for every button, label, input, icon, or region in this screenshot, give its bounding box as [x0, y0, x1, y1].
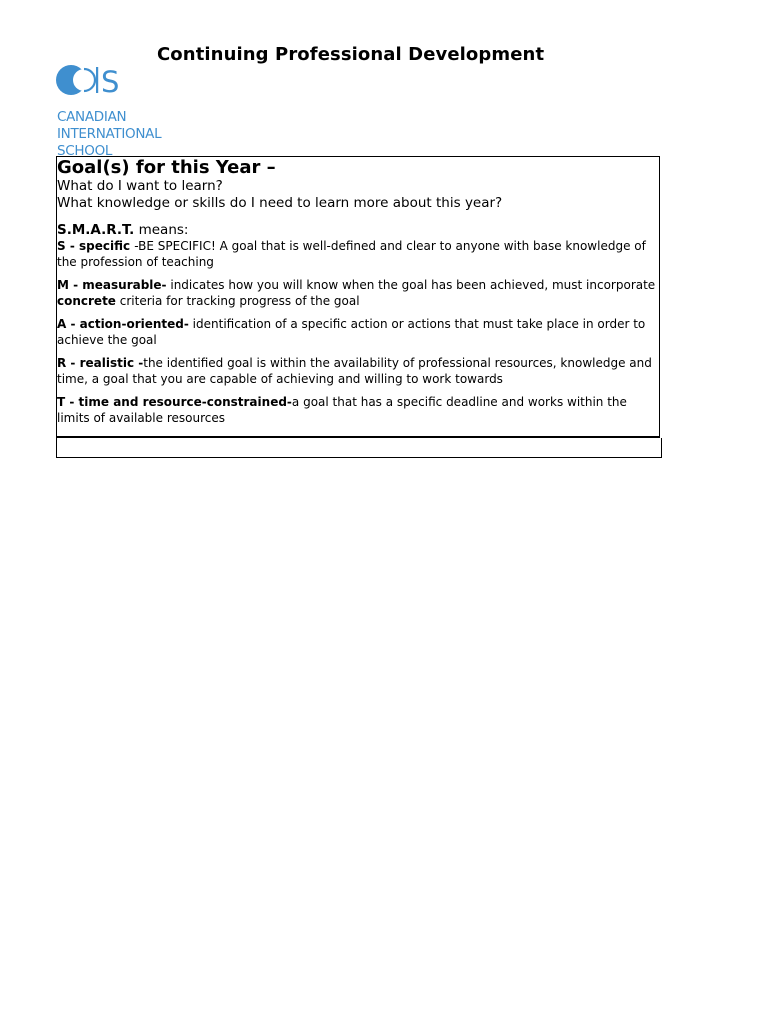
cis-logo-mark [56, 60, 126, 100]
smart-desc: the identified goal is within the availability of professional resources, knowledge and time, a goal that you are capable of achieving and willing to work towards [57, 356, 652, 386]
smart-heading [57, 222, 659, 239]
smart-desc: indicates how you will know when the goal has been achieved, must incorporate [166, 278, 656, 292]
smart-item-action-oriented [57, 317, 659, 348]
goal-question: What do I want to learn? [57, 178, 223, 194]
logo-line: INTERNATIONAL [57, 126, 162, 142]
smart-term: A - action-oriented- [57, 317, 189, 331]
smart-term: T - time and resource-constrained- [57, 395, 292, 409]
smart-term: R - realistic - [57, 356, 144, 370]
goals-answer-field[interactable] [56, 438, 662, 458]
smart-desc: identification of a specific action or actions that must take place in order to achieve the goal [57, 317, 646, 347]
svg-text:S: S [101, 65, 120, 99]
smart-acronym: S.M.A.R.T. [57, 222, 135, 238]
smart-item-measurable [57, 278, 659, 309]
smart-term: M - measurable- [57, 278, 167, 292]
smart-item-specific [57, 239, 659, 270]
smart-desc: criteria for tracking progress of the goal [115, 293, 360, 308]
page-title: Continuing Professional Development [157, 44, 545, 65]
smart-desc: -BE SPECIFIC! A goal that is well-defined and clear to anyone with base knowledge of the profession of teaching [57, 239, 646, 269]
school-logo [56, 60, 166, 158]
smart-item-realistic [57, 356, 659, 387]
smart-item-time-constrained [57, 395, 659, 426]
goals-heading: Goal(s) for this Year – [57, 157, 276, 178]
logo-line: CANADIAN [57, 109, 127, 125]
goal-question: What knowledge or skills do I need to learn more about this year? [57, 195, 503, 211]
goals-box [56, 156, 660, 438]
smart-term-emphasis: concrete [57, 293, 116, 308]
smart-desc: a goal that has a specific deadline and works within the limits of available resources [57, 395, 627, 425]
smart-term: S - specific [57, 239, 135, 253]
logo-line: SCHOOL [57, 143, 113, 158]
logo-wordmark [57, 109, 161, 158]
smart-means: means: [134, 222, 189, 238]
